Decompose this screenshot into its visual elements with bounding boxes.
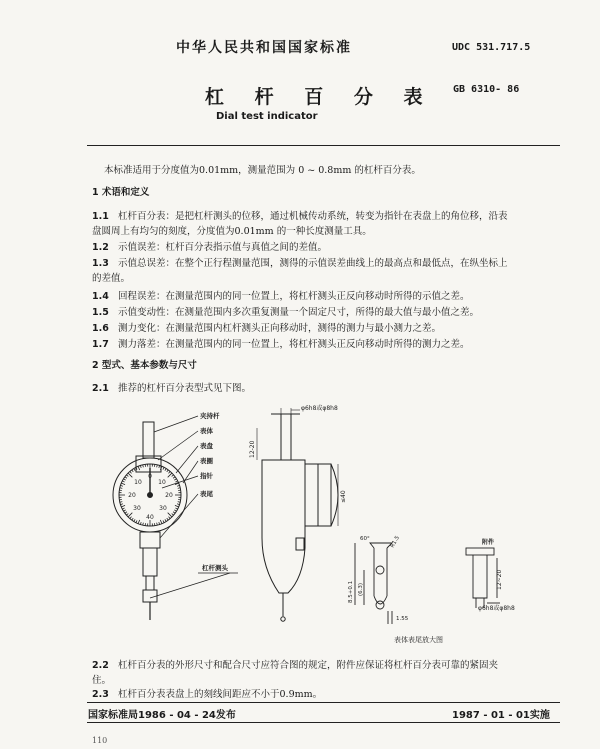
dial-tick	[175, 481, 177, 482]
dim-r15: R1.5	[389, 535, 402, 549]
dial-tick	[121, 483, 125, 485]
dial-tick	[136, 520, 137, 522]
clause-text: 示值总误差：在整个正行程测量范围，测得的示值误差曲线上的最高点和最低点，在纵坐标上	[118, 258, 508, 269]
clause-number: 1.1	[92, 211, 109, 222]
dim-60-deg: 60°	[360, 536, 370, 542]
dial-number: 40	[146, 514, 154, 521]
side-view	[262, 414, 338, 621]
english-title: Dial test indicator	[216, 111, 318, 122]
footer-rule-bottom	[87, 722, 560, 723]
header-rule	[87, 145, 560, 146]
dial-tick	[167, 518, 168, 520]
dial-tick	[168, 513, 172, 517]
dial-tick	[134, 469, 135, 471]
dial-tick	[122, 508, 124, 509]
dial-tick	[165, 519, 166, 521]
clause-number: 2.3	[92, 689, 109, 700]
clause-text: 示值误差：杠杆百分表指示值与真值之间的差值。	[118, 242, 328, 253]
dial-tick	[140, 466, 141, 468]
label-clamp-rod: 夹持杆	[200, 412, 220, 420]
dial-number: 0	[148, 473, 152, 480]
dial-tick	[177, 504, 179, 505]
dial-tick	[126, 475, 128, 477]
clause-text: 测力变化：在测量范围内杠杆测头正向移动时，测得的测力与最小测力之差。	[118, 323, 442, 334]
dial-tick	[132, 470, 133, 472]
dial-tick	[167, 470, 168, 472]
dial-tick	[122, 481, 124, 482]
dial-tick	[165, 469, 166, 471]
clause-1-2	[92, 239, 562, 256]
dial-tick	[132, 518, 133, 520]
dial-tick	[168, 473, 172, 477]
dial-tick	[126, 514, 128, 516]
clamp-rod-shape	[143, 422, 154, 458]
dial-tick	[177, 485, 179, 486]
dial-tick	[173, 512, 175, 513]
dial-tick	[124, 479, 126, 480]
label-pointer: 指针	[200, 472, 213, 480]
dial-number: 20	[128, 492, 136, 499]
clause-1-1-cont: 盘圆周上有均匀的刻度，分度值为0.01mm 的一种长度测量工具。	[92, 226, 372, 237]
dial-tick	[169, 471, 171, 473]
dim-85: 8.5+0.1	[348, 580, 354, 603]
clause-text: 杠杆百分表：是把杠杆测头的位移，通过机械传动系统，转变为指针在表盘上的角位移，沿表	[118, 211, 508, 222]
tail-detail-caption: 表体表尾放大图	[394, 636, 443, 644]
dial-tick	[143, 465, 144, 467]
dial-tick	[121, 504, 123, 505]
dial-tick	[174, 479, 176, 480]
dim-155: 1.55	[396, 616, 409, 622]
dim-fit-bottom: φ6h8或φ8h8	[478, 605, 515, 612]
dial-tick	[163, 520, 164, 522]
label-bezel: 表圈	[200, 457, 213, 465]
clause-number: 1.4	[92, 291, 109, 302]
section-1-heading: 1 术语和定义	[92, 187, 150, 198]
label-body: 表体	[200, 427, 213, 435]
dial-tick	[173, 477, 175, 478]
dial-tick	[159, 466, 160, 468]
clause-text: 推荐的杠杆百分表型式见下图。	[118, 383, 252, 394]
dial-tick	[130, 517, 132, 519]
clause-number: 1.5	[92, 307, 109, 318]
dim-12-20-b: 12~20	[496, 569, 503, 590]
clause-text: 回程误差：在测量范围内的同一位置上，将杠杆测头正反向移动时所得的示值之差。	[118, 291, 470, 302]
dial-tick	[130, 471, 132, 473]
footer-rule	[87, 702, 560, 703]
clause-text: 杠杆百分表表盘上的刻线间距应不小于0.9mm。	[118, 689, 323, 700]
dial-tick	[160, 520, 162, 524]
dial-tick	[128, 473, 132, 477]
dial-number: 10	[158, 479, 166, 486]
dial-number: 30	[159, 505, 167, 512]
dial-tick	[138, 520, 140, 524]
dim-12-20: 12-20	[249, 440, 256, 458]
dial-tick	[157, 523, 158, 525]
clause-1-4	[92, 288, 562, 305]
dial-tick	[172, 475, 174, 477]
dial-number: 30	[133, 505, 141, 512]
clause-1-3-cont: 的差值。	[92, 273, 131, 284]
clause-number: 1.2	[92, 242, 109, 253]
dial-tick	[169, 517, 171, 519]
dial-tick	[140, 522, 141, 524]
dim-le-40: ≤40	[340, 490, 347, 503]
standard-name: 中华人民共和国国家标准	[176, 40, 352, 56]
clause-text: 杠杆百分表的外形尺寸和配合尺寸应符合图的规定，附件应保证将杠杆百分表可靠的紧固夹	[118, 660, 499, 671]
clause-number: 1.7	[92, 339, 109, 350]
intro-paragraph: 本标准适用于分度值为0.01mm，测量范围为 0 ~ 0.8mm 的杠杆百分表。	[104, 165, 421, 176]
dial-number: 20	[165, 492, 173, 499]
document-title: 杠 杆 百 分 表	[205, 86, 435, 108]
dial-tick	[157, 465, 158, 467]
page-number: 110	[92, 736, 108, 745]
dial-test-indicator-figure	[0, 398, 600, 648]
section-2-heading: 2 型式、基本参数与尺寸	[92, 360, 197, 371]
udc-code: UDC 531.717.5	[452, 42, 531, 53]
dial-tick	[120, 502, 122, 503]
dial-tick	[124, 510, 126, 511]
dial-tick	[125, 477, 127, 478]
accessory-drawing	[466, 548, 500, 608]
dial-tick	[178, 502, 180, 503]
dial-tick	[134, 519, 135, 521]
clause-1-5	[92, 304, 562, 321]
dial-tick	[159, 522, 160, 524]
dial-tick	[128, 513, 132, 517]
dim-fit-top: φ6h8或φ8h8	[301, 405, 338, 412]
label-lever-tip: 杠杆测头	[202, 564, 228, 572]
issued-date: 国家标准局1986 - 04 - 24发布	[88, 710, 236, 721]
clause-number: 2.1	[92, 383, 109, 394]
clause-number: 1.3	[92, 258, 109, 269]
clause-1-7	[92, 336, 562, 353]
label-accessory: 附件	[482, 539, 495, 546]
gb-number: GB 6310- 86	[453, 84, 520, 95]
dial-tick	[174, 510, 176, 511]
label-dial: 表盘	[200, 442, 213, 450]
dial-tick	[175, 508, 177, 509]
dial-number: 10	[134, 479, 142, 486]
clause-2-3	[92, 686, 562, 703]
dial-tick	[175, 505, 179, 507]
clause-2-1	[92, 380, 562, 397]
dial-tick	[120, 488, 122, 489]
clause-text: 测力落差：在测量范围内的同一位置上，将杠杆测头正反向移动时所得的测力之差。	[118, 339, 470, 350]
dial-tick	[172, 514, 174, 516]
dial-tick	[138, 466, 140, 470]
dim-63: (6.3)	[358, 582, 364, 596]
clause-text: 示值变动性：在测量范围内多次重复测量一个固定尺寸，所得的最大值与最小值之差。	[118, 307, 480, 318]
dial-tick	[125, 512, 127, 513]
dial-tick	[178, 488, 180, 489]
dial-tick	[121, 485, 123, 486]
effective-date: 1987 - 01 - 01实施	[452, 710, 550, 721]
clause-2-2-cont: 住。	[92, 675, 112, 686]
label-tail: 表尾	[200, 490, 213, 498]
clause-number: 2.2	[92, 660, 109, 671]
dial-tick	[163, 467, 164, 469]
dial-tick	[143, 523, 144, 525]
clause-number: 1.6	[92, 323, 109, 334]
clause-1-6	[92, 320, 562, 337]
dial-tick	[121, 505, 125, 507]
